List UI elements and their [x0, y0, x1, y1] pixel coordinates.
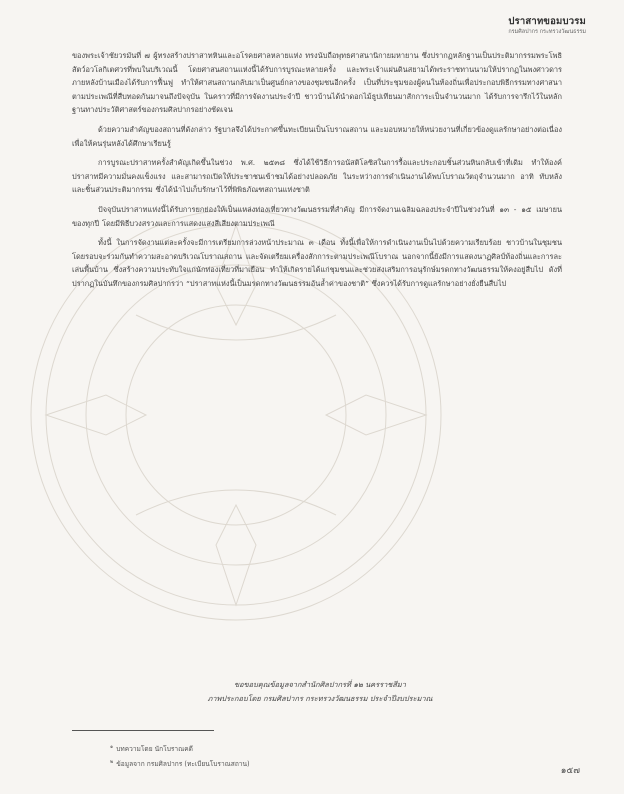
paragraph: ปัจจุบันปราสาทแห่งนี้ได้รับการยกย่องให้เป็นแหล่งท่องเที่ยวทางวัฒนธรรมที่สำคัญ มีการจัดงานเฉลิมฉลองประจำปีในช่วงวันที่ ๑๓ - ๑๕ เมษายน ของทุกปี โดยมีพิธีบวงสรวงและการแสดงแสงสีเสียงตามประเพณี — [72, 204, 562, 228]
footnote — [110, 741, 440, 756]
acknowledgement-line: ภาพประกอบโดย กรมศิลปากร กระทรวงวัฒนธรรม ประจำปีงบประมาณ — [207, 693, 433, 703]
footnote-mark: ๒ — [110, 758, 114, 765]
acknowledgement — [110, 678, 530, 705]
running-header — [508, 17, 586, 35]
paragraph: ด้วยความสำคัญของสถานที่ดังกล่าว รัฐบาลจึงได้ประกาศขึ้นทะเบียนเป็นโบราณสถาน และมอบหมายให้หน่วยงานที่เกี่ยวข้องดูแลรักษาอย่างต่อเนื่อง เพื่อให้คนรุ่นหลังได้ศึกษาเรียนรู้ — [72, 124, 562, 148]
header-subtitle: กรมศิลปากร กระทรวงวัฒนธรรม — [508, 28, 586, 35]
footnote-text: บทความโดย นักโบราณคดี — [116, 745, 193, 754]
footnote — [110, 756, 440, 771]
footnotes — [110, 741, 440, 770]
footnote-text: ข้อมูลจาก กรมศิลปากร (ทะเบียนโบราณสถาน) — [116, 759, 250, 768]
paragraph: การบูรณะปราสาทครั้งสำคัญเกิดขึ้นในช่วง พ.ศ. ๒๕๓๘ ซึ่งได้ใช้วิธีการอนัสติโลซิสในการรื้อและประกอบชิ้นส่วนหินกลับเข้าที่เดิม ทำให้องค์ปราสาทมีความมั่นคงแข็งแรง และสามารถเปิดให้ประชาชนเข้าชมได้อย่างปลอดภัย ในระหว่างการดำเนินงานได้พบโบราณวัตถุจำนวนมาก อาทิ ทับหลัง และชิ้นส่วนประติมากรรม ซึ่งได้นำไปเก็บรักษาไว้ที่พิพิธภัณฑสถานแห่งชาติ — [72, 158, 562, 195]
paragraph: ของพระเจ้าชัยวรมันที่ ๗ ผู้ทรงสร้างปราสาทหินและอโรคยศาลหลายแห่ง ทรงนับถือพุทธศาสนานิกายมหายาน ซึ่งปรากฏหลักฐานเป็นประติมากรรมพระโพธิสัตว์อวโลกิเตศวรที่พบในบริเวณนี้ โดยศาสนสถานแห่งนี้ได้รับการบูรณะหลายครั้ง และพระเจ้าแผ่นดินสยามได้พระราชทานนามให้ปรากฏในพงศาวดาร ภายหลังบ้านเมืองได้รับการฟื้นฟู ทำให้ศาสนสถานกลับมาเป็นศูนย์กลางของชุมชนอีกครั้ง เป็นที่ประชุมของผู้คนในท้องถิ่นเพื่อประกอบพิธีกรรมทางศาสนาตามประเพณีที่สืบทอดกันมาจนถึงปัจจุบัน ในคราวที่มีการจัดงานประจำปี ชาวบ้านได้นำดอกไม้ธูปเทียนมาสักการะเป็นจำนวนมาก ได้รับการจารึกไว้ในหลักฐานทางประวัติศาสตร์ของกรมศิลปากรอย่างชัดเจน — [72, 51, 562, 115]
footnote-mark: ๑ — [110, 744, 114, 750]
footnote-divider — [72, 730, 214, 731]
article-body — [72, 49, 562, 297]
page-number: ๑๕๗ — [560, 766, 580, 776]
paragraph: ทั้งนี้ ในการจัดงานแต่ละครั้งจะมีการเตรียมการล่วงหน้าประมาณ ๓ เดือน ทั้งนี้เพื่อให้การดำเนินงานเป็นไปด้วยความเรียบร้อย ชาวบ้านในชุมชนโดยรอบจะร่วมกันทำความสะอาดบริเวณโบราณสถาน และจัดเตรียมเครื่องสักการะตามประเพณีโบราณ นอกจากนี้ยังมีการแสดงนาฏศิลป์ท้องถิ่นและการละเล่นพื้นบ้าน ซึ่งสร้างความประทับใจแก่นักท่องเที่ยวที่มาเยือน ทำให้เกิดรายได้แก่ชุมชนและช่วยส่งเสริมการอนุรักษ์มรดกทางวัฒนธรรมให้คงอยู่สืบไป ดังที่ปรากฏในบันทึกของกรมศิลปากรว่า “ปราสาทแห่งนี้เป็นมรดกทางวัฒนธรรมอันล้ำค่าของชาติ” ซึ่งควรได้รับการดูแลรักษาอย่างยั่งยืนสืบไป — [72, 238, 562, 288]
header-title: ปราสาทขอมบวรม — [508, 16, 586, 27]
acknowledgement-line: ขอขอบคุณข้อมูลจากสำนักศิลปากรที่ ๑๒ นครราชสีมา — [234, 680, 406, 689]
